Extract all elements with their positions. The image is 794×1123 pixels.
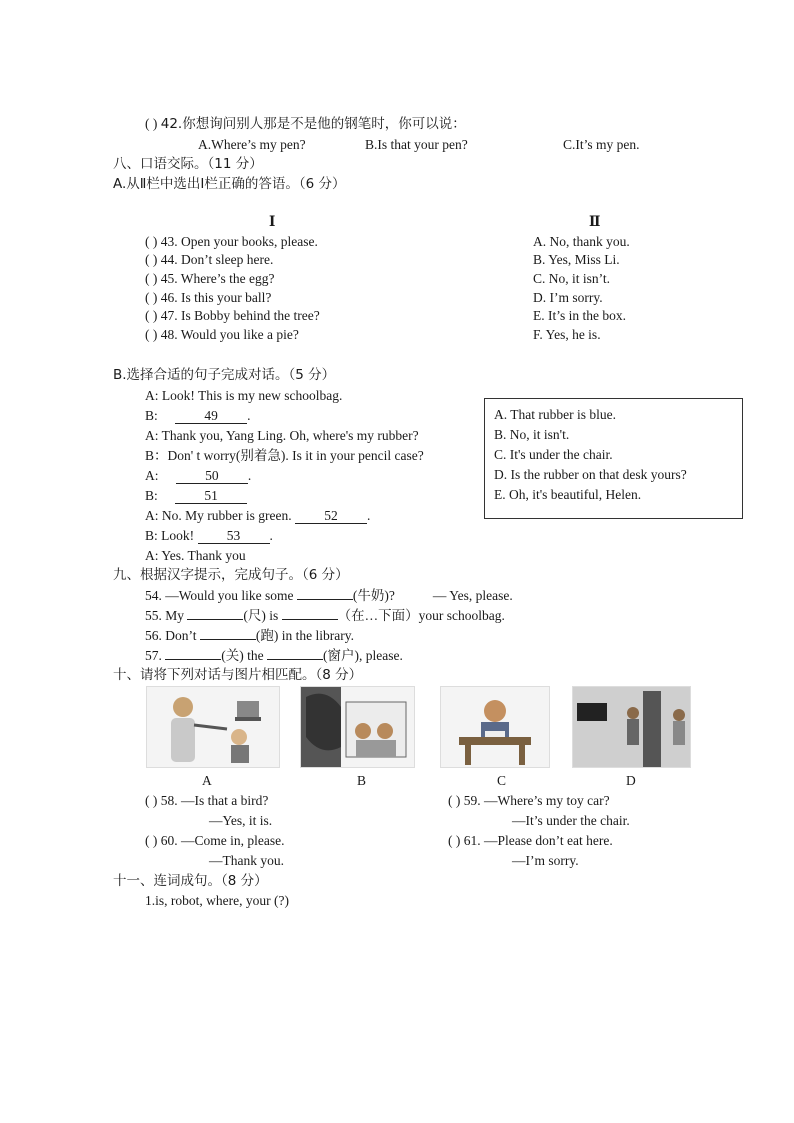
match-question: 45. Where’s the egg? <box>160 271 275 286</box>
blank-52[interactable]: 52 <box>295 508 367 524</box>
options-box <box>484 398 743 519</box>
q61-line: ( ) 61. —Please don’t eat here. <box>448 833 613 848</box>
picture-a-teacher-and-boy <box>146 686 280 768</box>
section-11-title: 十一、连词成句。（8 分） <box>113 873 268 889</box>
picture-label: C <box>497 773 507 788</box>
match-row <box>145 251 273 269</box>
blank-54[interactable] <box>297 599 353 600</box>
dialog-line: A: Yes. Thank you <box>145 548 246 563</box>
match-question: 46. Is this your ball? <box>160 290 272 305</box>
column-2-heading: Ⅱ <box>589 214 601 229</box>
answer-paren[interactable]: ( ) <box>145 833 158 848</box>
blank-51[interactable]: 51 <box>175 488 247 504</box>
dialog-line: A: 50 . <box>145 468 252 483</box>
section-8b-title: B.选择合适的句子完成对话。（5 分） <box>113 367 336 383</box>
match-answer: C. No, it isn’t. <box>533 271 611 286</box>
column-1-heading: Ⅰ <box>269 214 276 229</box>
dialog-line: B：Don' t worry(别着急). Is it in your pencil case? <box>145 448 424 463</box>
section-10-title: 十、请将下列对话与图片相匹配。（8 分） <box>113 667 363 683</box>
match-answer: E. It’s in the box. <box>533 308 626 323</box>
blank-49[interactable]: 49 <box>175 408 247 424</box>
section-8a-title: A.从Ⅱ栏中选出Ⅰ栏正确的答语。（6 分） <box>113 176 346 192</box>
picture-c-boy-at-desk <box>440 686 550 768</box>
match-answer: D. I’m sorry. <box>533 290 603 305</box>
answer-paren[interactable]: ( ) <box>448 833 461 848</box>
q61-reply: —I’m sorry. <box>512 853 579 868</box>
q60-line: ( ) 60. —Come in, please. <box>145 833 285 848</box>
blank-57a[interactable] <box>165 659 221 660</box>
blank-50[interactable]: 50 <box>176 468 248 484</box>
section-8-title: 八、口语交际。（11 分） <box>113 156 263 172</box>
answer-paren[interactable]: ( ) <box>145 234 158 249</box>
blank-55a[interactable] <box>187 619 243 620</box>
blank-55b[interactable] <box>282 619 338 620</box>
q58-line: ( ) 58. —Is that a bird? <box>145 793 269 808</box>
q42-stem: 42.你想询问别人那是不是他的钢笔时，你可以说： <box>160 116 466 132</box>
picture-d-kids-at-door <box>572 686 691 768</box>
q42-option-c: C.It’s my pen. <box>563 137 640 152</box>
picture-label: A <box>202 773 212 788</box>
match-question: 47. Is Bobby behind the tree? <box>160 308 320 323</box>
match-row <box>145 233 318 251</box>
match-question: 48. Would you like a pie? <box>160 327 299 342</box>
match-row <box>145 270 274 288</box>
answer-paren[interactable]: ( ) <box>145 327 158 342</box>
match-answer: B. Yes, Miss Li. <box>533 252 620 267</box>
q56-line: 56. Don’t (跑) in the library. <box>145 628 354 643</box>
q60-reply: —Thank you. <box>209 853 284 868</box>
answer-paren[interactable]: ( ) <box>145 271 158 286</box>
match-question: 44. Don’t sleep here. <box>160 252 274 267</box>
q55-line: 55. My (尺) is （在…下面）your schoolbag. <box>145 608 505 623</box>
picture-label: D <box>626 773 636 788</box>
answer-paren[interactable]: ( ) <box>145 116 158 131</box>
dialog-line: B: 51 <box>145 487 247 505</box>
picture-b-kids-at-window <box>300 686 415 768</box>
dialog-line: B: 49 . <box>145 408 251 423</box>
match-row <box>145 289 271 307</box>
s11-question-1: 1.is, robot, where, your (?) <box>145 893 289 908</box>
blank-57b[interactable] <box>267 659 323 660</box>
q42-option-a: A.Where’s my pen? <box>198 137 306 152</box>
option-item: D. Is the rubber on that desk yours? <box>494 467 687 482</box>
q54-line: 54. —Would you like some (牛奶)? — Yes, please. <box>145 588 513 603</box>
match-question: 43. Open your books, please. <box>160 234 318 249</box>
option-item: C. It's under the chair. <box>494 447 613 462</box>
blank-53[interactable]: 53 <box>198 528 270 544</box>
match-row <box>145 326 299 344</box>
dialog-line: B: Look! 53 . <box>145 528 273 543</box>
answer-paren[interactable]: ( ) <box>145 793 158 808</box>
match-answer: F. Yes, he is. <box>533 327 601 342</box>
q57-line: 57. (关) the (窗户), please. <box>145 648 403 663</box>
answer-paren[interactable]: ( ) <box>145 252 158 267</box>
match-row <box>145 307 320 325</box>
blank-56[interactable] <box>200 639 256 640</box>
option-item: A. That rubber is blue. <box>494 407 616 422</box>
q59-reply: —It’s under the chair. <box>512 813 630 828</box>
option-item: E. Oh, it's beautiful, Helen. <box>494 487 642 502</box>
dialog-line: A: No. My rubber is green. 52 . <box>145 508 371 523</box>
q59-line: ( ) 59. —Where’s my toy car? <box>448 793 610 808</box>
picture-label: B <box>357 773 367 788</box>
q58-reply: —Yes, it is. <box>209 813 273 828</box>
answer-paren[interactable]: ( ) <box>448 793 461 808</box>
answer-paren[interactable]: ( ) <box>145 308 158 323</box>
option-item: B. No, it isn't. <box>494 427 570 442</box>
section-9-title: 九、根据汉字提示，完成句子。（6 分） <box>113 567 349 583</box>
dialog-line: A: Look! This is my new schoolbag. <box>145 388 343 403</box>
answer-paren[interactable]: ( ) <box>145 290 158 305</box>
dialog-line: A: Thank you, Yang Ling. Oh, where's my rubber? <box>145 428 419 443</box>
match-answer: A. No, thank you. <box>533 234 630 249</box>
q42-line <box>145 115 466 133</box>
q42-option-b: B.Is that your pen? <box>365 137 468 152</box>
